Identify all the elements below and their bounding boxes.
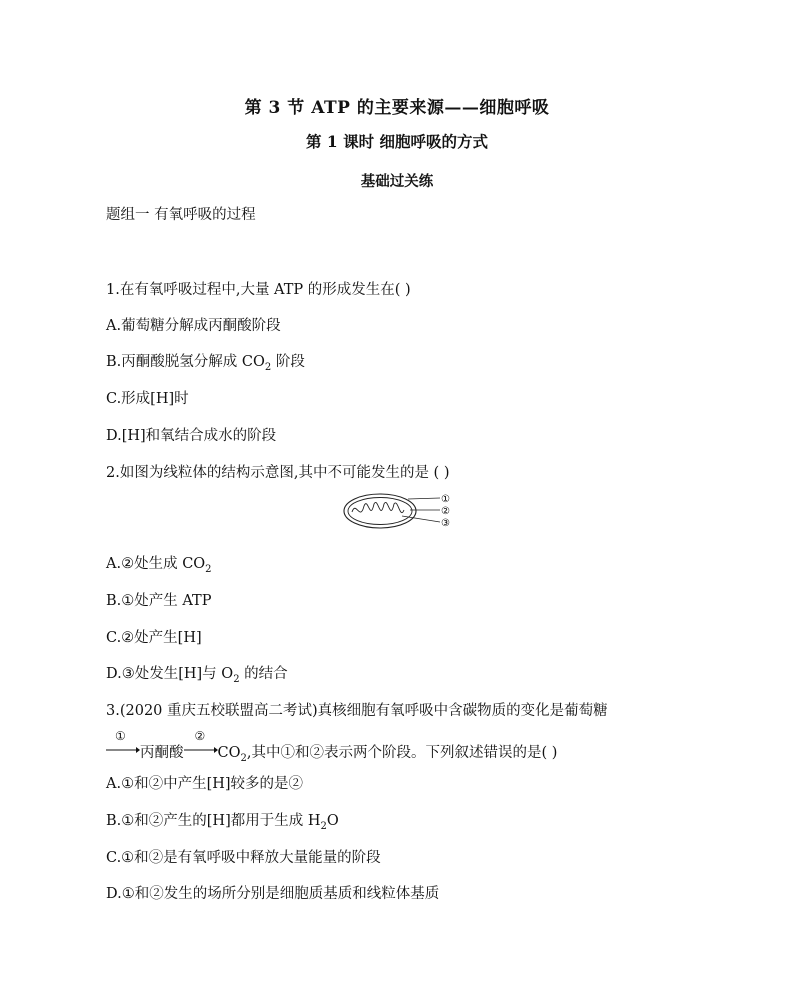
inner-membrane (348, 498, 412, 525)
option-text: B.①和②产生的[H]都用于生成 H (106, 813, 321, 829)
option-text: B.丙酮酸脱氢分解成 CO (106, 354, 265, 370)
question-2-option-d (106, 662, 288, 685)
question-2-option-a (106, 552, 212, 575)
question-1-option-d: D.[H]和氧结合成水的阶段 (106, 428, 277, 444)
question-3-equation (106, 729, 558, 764)
subscript: 2 (320, 820, 327, 832)
question-1-option-c: C.形成[H]时 (106, 391, 189, 407)
question-3-option-c: C.①和②是有氧呼吸中释放大量能量的阶段 (106, 850, 381, 866)
arrow-1-label: ① (115, 729, 126, 743)
question-1-stem: 1.在有氧呼吸过程中,大量 ATP 的形成发生在( ) (106, 282, 411, 298)
mitochondria-figure (342, 490, 462, 532)
question-1-option-b (106, 350, 305, 373)
option-text: 阶段 (271, 354, 305, 370)
arrow-2 (184, 729, 218, 757)
label-line-1 (408, 498, 440, 499)
figure-label-2: ② (441, 506, 450, 517)
figure-label-3: ③ (441, 518, 450, 529)
subscript: 2 (264, 361, 272, 373)
question-3-option-a: A.①和②中产生[H]较多的是② (106, 776, 304, 792)
label-line-3 (402, 516, 440, 522)
option-text: A.②处生成 CO (106, 556, 206, 572)
question-3-tail: ,其中①和②表示两个阶段。下列叙述错误的是( ) (246, 745, 558, 761)
subscript: 2 (205, 563, 212, 575)
question-2-stem: 2.如图为线粒体的结构示意图,其中不可能发生的是 ( ) (106, 465, 450, 481)
arrow-1-icon (106, 741, 140, 757)
group-heading: 题组一 有氧呼吸的过程 (106, 207, 256, 223)
page-subtitle: 第 1 课时 细胞呼吸的方式 (306, 132, 488, 151)
question-1-option-a: A.葡萄糖分解成丙酮酸阶段 (106, 318, 281, 334)
question-2-option-b: B.①处产生 ATP (106, 593, 212, 609)
arrow-2-icon (184, 741, 218, 757)
co2-text: CO (217, 745, 241, 761)
question-2-option-c: C.②处产生[H] (106, 630, 202, 646)
figure-label-1: ① (441, 494, 450, 505)
outer-membrane (344, 494, 416, 528)
arrow-1 (106, 729, 140, 757)
pyruvate-text: 丙酮酸 (140, 745, 184, 761)
cristae (352, 502, 404, 512)
option-text: O (326, 813, 339, 829)
question-3-stem: 3.(2020 重庆五校联盟高二考试)真核细胞有氧呼吸中含碳物质的变化是葡萄糖 (106, 703, 608, 719)
section-heading: 基础过关练 (360, 173, 434, 190)
option-text: D.③处发生[H]与 O (106, 666, 234, 682)
subscript: 2 (240, 752, 247, 764)
question-3-option-d: D.①和②发生的场所分别是细胞质基质和线粒体基质 (106, 886, 440, 902)
page-title: 第 3 节 ATP 的主要来源——细胞呼吸 (244, 98, 550, 118)
question-3-option-b (106, 809, 339, 832)
option-text: 的结合 (239, 666, 288, 682)
subscript: 2 (233, 673, 240, 685)
arrow-2-label: ② (194, 729, 206, 743)
